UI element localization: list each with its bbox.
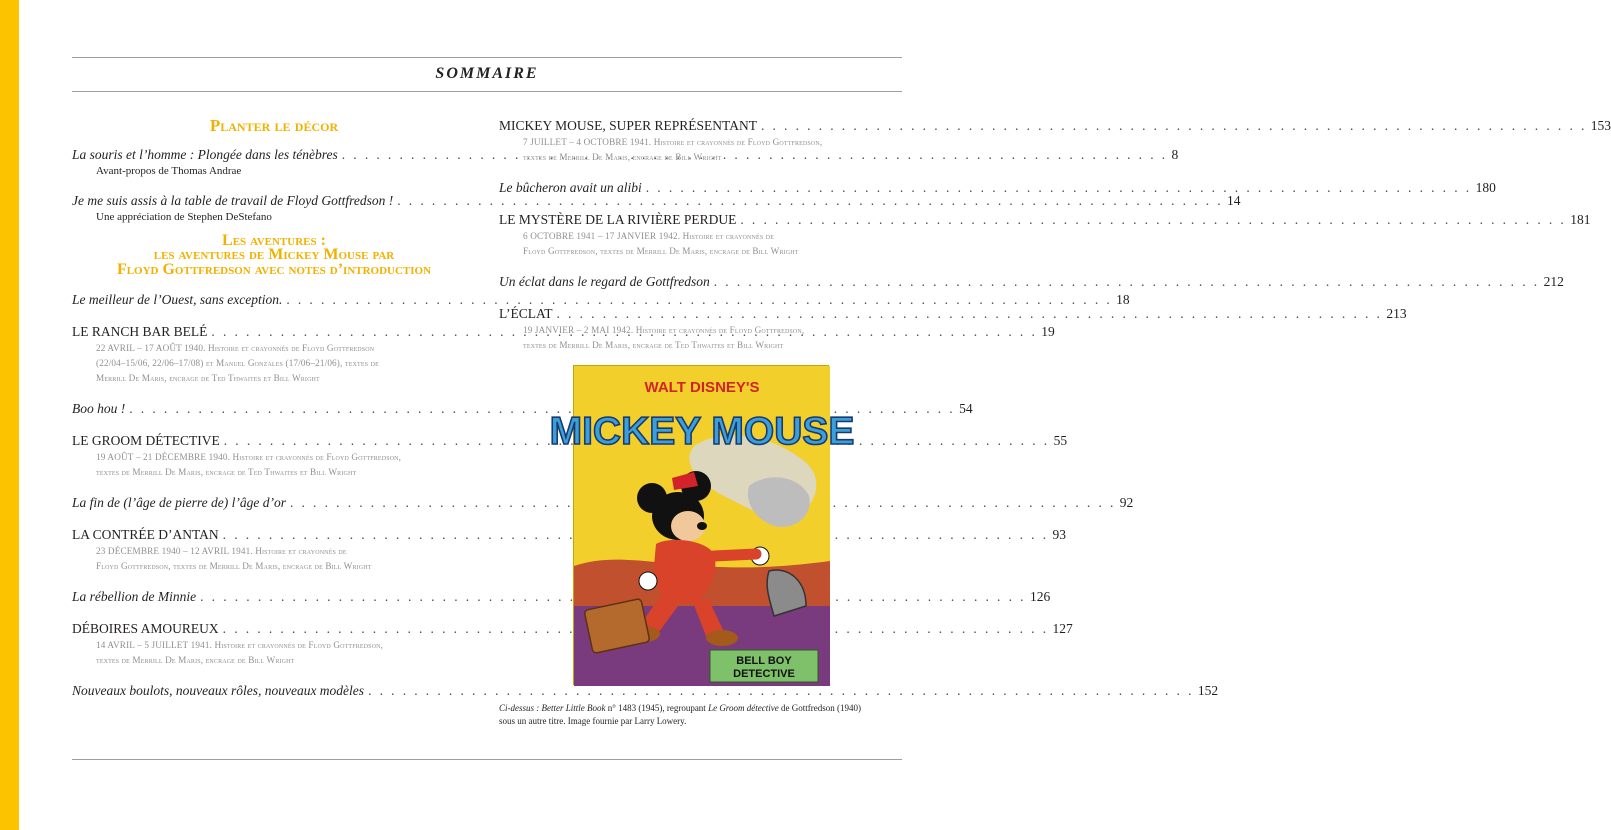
toc-line[interactable]: [72, 620, 1073, 638]
toc-line[interactable]: [499, 211, 1591, 229]
cover-brand-text: WALT DISNEY'S: [644, 379, 760, 396]
toc-line[interactable]: [499, 117, 1611, 135]
toc-entry: [499, 211, 1591, 259]
caption-story-title: Le Groom détective: [708, 703, 779, 713]
top-rule: [72, 57, 902, 58]
cover-title-text: MICKEY MOUSE: [549, 410, 855, 453]
entry-title: La rébellion de Minnie: [72, 589, 197, 605]
toc-entry: [499, 305, 1407, 353]
page-number: 92: [1119, 495, 1134, 511]
entry-title: Le meilleur de l’Ouest, sans exception.: [72, 292, 283, 308]
page-number: 153: [1590, 118, 1611, 133]
toc-line[interactable]: [499, 179, 1496, 197]
entry-credit: 19 AOÛT – 21 DÉCEMBRE 1940. Histoire et crayonnés de Floyd Gottfredson,: [96, 452, 402, 463]
entry-title: La souris et l’homme : Plongée dans les ténèbres: [72, 147, 338, 162]
yellow-side-band: [0, 0, 19, 830]
caption-text: n° 1483 (1945), regroupant: [605, 703, 709, 713]
entry-credit: 6 OCTOBRE 1941 – 17 JANVIER 1942. Histoire et crayonnés de: [523, 231, 775, 241]
entry-title: LE GROOM DÉTECTIVE: [72, 433, 220, 449]
dot-leader: [553, 305, 1387, 323]
entry-credit: textes de Merrill De Maris, encrage de Bill Wright: [523, 152, 722, 162]
cover-badge-line1: BELL BOY: [736, 655, 792, 667]
entry-title: Nouveaux boulots, nouveaux rôles, nouveaux modèles: [72, 683, 365, 699]
toc-entry: [72, 291, 1130, 309]
caption-line1: [499, 702, 904, 715]
page-number: 213: [1386, 306, 1407, 321]
entry-credit: textes de Merrill De Maris, encrage de Bill Wright: [96, 655, 295, 666]
image-caption: [499, 702, 904, 728]
toc-entry: [72, 432, 1068, 480]
page-number: 152: [1197, 683, 1219, 699]
bottom-rule: [72, 759, 902, 760]
page-number: 127: [1052, 621, 1073, 637]
entry-credit: Floyd Gottfredson, textes de Merrill De Maris, encrage de Bill Wright: [523, 246, 799, 256]
page-number: 181: [1570, 212, 1591, 227]
entry-credit: Floyd Gottfredson, textes de Merrill De Maris, encrage de Bill Wright: [96, 561, 372, 572]
caption-text: de Gottfredson (1940): [778, 703, 861, 713]
page-number: 212: [1543, 274, 1564, 289]
entry-credit: 7 JUILLET – 4 OCTOBRE 1941. Histoire et crayonnés de Floyd Gottfredson,: [523, 137, 823, 147]
caption-book-title: Better Little Book: [541, 703, 606, 713]
page-number: 93: [1052, 527, 1066, 543]
entry-title: Je me suis assis à la table de travail de Floyd Gottfredson !: [72, 193, 394, 208]
entry-title: DÉBOIRES AMOUREUX: [72, 621, 219, 637]
dot-leader: [642, 179, 1476, 197]
toc-entry: [72, 400, 973, 418]
toc-line[interactable]: [72, 291, 1130, 309]
section-heading-line: Les aventures :: [222, 232, 326, 249]
page-number: 18: [1116, 292, 1130, 308]
toc-line[interactable]: [72, 400, 973, 418]
toc-line[interactable]: [72, 682, 1219, 700]
dot-leader: [710, 273, 1544, 291]
entry-credit: 14 AVRIL – 5 JUILLET 1941. Histoire et crayonnés de Floyd Gottfredson,: [96, 640, 384, 651]
entry-title: LE RANCH BAR BELÉ: [72, 324, 208, 340]
toc-line[interactable]: [72, 526, 1066, 544]
page-number: 180: [1475, 180, 1496, 195]
caption-prefix: Ci-dessus :: [499, 703, 540, 713]
toc-line[interactable]: [499, 305, 1407, 323]
entry-title: LE MYSTÈRE DE LA RIVIÈRE PERDUE: [499, 212, 737, 227]
toc-entry: [72, 494, 1134, 512]
entry-subtitle: Une appréciation de Stephen DeStefano: [96, 211, 272, 223]
toc-entry: [499, 117, 1611, 165]
toc-line[interactable]: [72, 494, 1134, 512]
toc-line[interactable]: [72, 588, 1051, 606]
entry-title: MICKEY MOUSE, SUPER REPRÉSENTANT: [499, 118, 757, 133]
toc-entry: [72, 588, 1051, 606]
entry-subtitle: Avant-propos de Thomas Andrae: [96, 165, 242, 177]
toc-line[interactable]: [72, 192, 1241, 210]
entry-title: Un éclat dans le regard de Gottfredson: [499, 274, 710, 289]
section-heading-line: Floyd Gottfredson avec notes d’introduction: [116, 260, 432, 278]
entry-title: Boo hou !: [72, 401, 126, 417]
cover-badge-line2: DETECTIVE: [733, 668, 795, 680]
caption-line2: sous un autre titre. Image fournie par Larry Lowery.: [499, 716, 687, 726]
page-number: 126: [1029, 589, 1051, 605]
entry-credit: 23 DÉCEMBRE 1940 – 12 AVRIL 1941. Histoire et crayonnés de: [96, 546, 347, 557]
section-heading-planter-le-decor: Planter le décor: [209, 116, 339, 135]
entry-credit: (22/04–15/06, 22/06–17/08) et Manuel Gonzales (17/06–21/06), textes de: [96, 358, 379, 369]
page-number: 8: [1171, 147, 1179, 162]
toc-entry: [72, 682, 1219, 700]
page-number: 19: [1041, 324, 1055, 340]
toc-line[interactable]: [72, 432, 1068, 450]
title-underline: [72, 91, 902, 92]
cover-illustration: [549, 366, 855, 686]
toc-line[interactable]: [499, 273, 1564, 291]
entry-credit: Merrill De Maris, encrage de Ted Thwaites et Bill Wright: [96, 373, 320, 384]
book-cover-image: [549, 365, 855, 685]
toc-entry: [499, 179, 1496, 197]
section-heading-les-aventures: [72, 234, 476, 277]
toc-entry: [72, 526, 1066, 574]
section-heading-line: les aventures de Mickey Mouse par: [153, 246, 395, 264]
page-title: SOMMAIRE: [435, 65, 539, 82]
entry-credit: 19 JANVIER – 2 MAI 1942. Histoire et crayonnés de Floyd Gottfredson,: [523, 325, 805, 335]
entry-credit: 22 AVRIL – 17 AOÛT 1940. Histoire et crayonnés de Floyd Gottfredson: [96, 343, 375, 354]
entry-credit: textes de Merrill De Maris, encrage de Ted Thwaites et Bill Wright: [96, 467, 357, 478]
toc-entry: [499, 273, 1564, 291]
dot-leader: [757, 117, 1591, 135]
entry-title: L’ÉCLAT: [499, 306, 553, 321]
entry-title: Le bûcheron avait un alibi: [499, 180, 642, 195]
entry-title: LA CONTRÉE D’ANTAN: [72, 527, 219, 543]
entry-credit: textes de Merrill De Maris, encrage de Ted Thwaites et Bill Wright: [523, 340, 784, 350]
page-number: 55: [1053, 433, 1068, 449]
entry-title: La fin de (l’âge de pierre de) l’âge d’or: [72, 495, 286, 511]
dot-leader: [736, 211, 1570, 229]
page-number: 54: [959, 401, 973, 417]
page-number: 14: [1227, 193, 1241, 208]
